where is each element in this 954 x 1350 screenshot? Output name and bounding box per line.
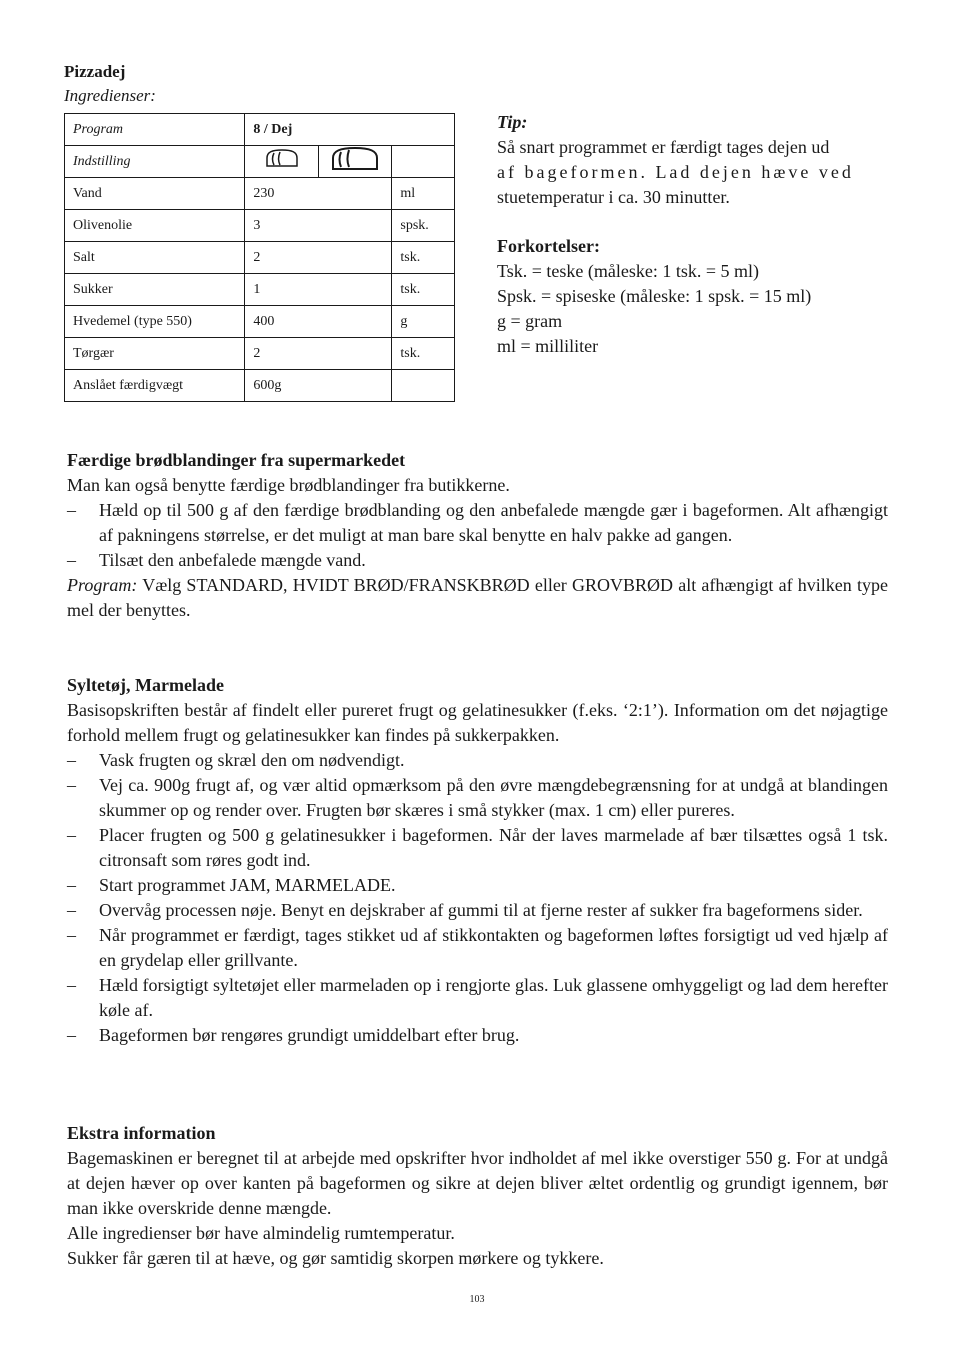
list-item: – Når programmet er færdigt, tages stikket ud af stikkontakten og bageformen løftes forsigtigt ud ved hjælp af en grydelap eller grillvante. xyxy=(67,923,888,973)
page-number: 103 xyxy=(469,1294,485,1305)
empty-cell xyxy=(392,146,455,178)
ingredient-amount: 600g xyxy=(245,370,392,402)
table-row xyxy=(65,338,455,370)
section-heading: Syltetøj, Marmelade xyxy=(67,675,224,695)
recipe-title: Pizzadej xyxy=(64,62,126,81)
bread-mix-section xyxy=(67,448,888,623)
large-loaf-icon xyxy=(329,147,381,171)
tip-heading: Tip: xyxy=(497,112,528,132)
ingredient-name: Anslået færdigvægt xyxy=(65,370,245,402)
ingredients-label: Ingredienser: xyxy=(64,86,156,105)
ingredient-amount: 3 xyxy=(245,210,392,242)
list-item: – Vej ca. 900g frugt af, og vær altid opmærksom på den øvre mængdebegrænsning for at undgå at blandingen skummer op og render over. Frugten bør skæres i små stykker (max. 1 cm) eller pureres. xyxy=(67,773,888,823)
tip-line: Så snart programmet er færdigt tages dejen ud xyxy=(497,137,830,157)
list-item: – Tilsæt den anbefalede mængde vand. xyxy=(67,548,888,573)
paragraph: Alle ingredienser bør have almindelig rumtemperatur. xyxy=(67,1223,455,1243)
list-item: – Overvåg processen nøje. Benyt en dejskraber af gummi til at fjerne rester af sukker fra bageformens sider. xyxy=(67,898,888,923)
ingredient-unit: g xyxy=(392,306,455,338)
ingredient-amount: 230 xyxy=(245,178,392,210)
program-paragraph xyxy=(67,573,888,623)
ingredient-name: Sukker xyxy=(65,274,245,306)
small-loaf-cell xyxy=(245,146,319,178)
ingredient-amount: 2 xyxy=(245,242,392,274)
section-intro: Basisopskriften består af findelt eller pureret frugt og gelatinesukker (f.eks. ‘2:1’). Information om det nøjagtige forhold mellem frugt og gelatinesukker kan findes på sukkerpakken. xyxy=(67,700,888,745)
section-heading: Ekstra information xyxy=(67,1123,216,1143)
setting-label: Indstilling xyxy=(65,146,245,178)
list-item: – Vask frugten og skræl den om nødvendigt. xyxy=(67,748,888,773)
list-item: – Placer frugten og 500 g gelatinesukker i bageformen. Når der laves marmelade af bær tilsættes også 1 tsk. citronsaft som røres godt ind. xyxy=(67,823,888,873)
ingredients-table xyxy=(64,113,455,402)
ingredient-name: Olivenolie xyxy=(65,210,245,242)
abbreviation-item: Spsk. = spiseske (måleske: 1 spsk. = 15 ml) xyxy=(497,286,812,306)
list-item: – Start programmet JAM, MARMELADE. xyxy=(67,873,888,898)
ingredient-unit: spsk. xyxy=(392,210,455,242)
small-loaf-icon xyxy=(262,149,302,169)
program-label: Program: xyxy=(67,575,138,595)
tip-line: af bageformen. Lad dejen hæve ved xyxy=(497,162,854,182)
ingredient-name: Hvedemel (type 550) xyxy=(65,306,245,338)
tip-box xyxy=(497,110,889,210)
table-row xyxy=(65,274,455,306)
table-row xyxy=(65,242,455,274)
jam-section xyxy=(67,673,888,1048)
ingredient-amount: 400 xyxy=(245,306,392,338)
program-value: 8 / Dej xyxy=(245,114,455,146)
abbreviations-heading: Forkortelser: xyxy=(497,236,600,256)
list-item: – Bageformen bør rengøres grundigt umiddelbart efter brug. xyxy=(67,1023,888,1048)
table-row xyxy=(65,306,455,338)
table-row-program xyxy=(65,114,455,146)
list-item: – Hæld forsigtigt syltetøjet eller marmeladen op i rengjorte glas. Luk glassene omhyggeligt og lad dem herefter køle af. xyxy=(67,973,888,1023)
abbreviation-item: ml = milliliter xyxy=(497,336,599,356)
ingredient-name: Salt xyxy=(65,242,245,274)
ingredient-unit: tsk. xyxy=(392,274,455,306)
program-text: Vælg STANDARD, HVIDT BRØD/FRANSKBRØD eller GROVBRØD alt afhængigt af hvilken type mel der benyttes. xyxy=(67,575,888,620)
program-label: Program xyxy=(65,114,245,146)
paragraph: Bagemaskinen er beregnet til at arbejde med opskrifter hvor indholdet af mel ikke overstiger 550 g. For at undgå at dejen hæver op over kanten på bageformen og sikre at dejen bliver æltet ordentlig og grundigt igennem, bør man ikke overskride denne mængde. xyxy=(67,1148,888,1218)
section-intro: Man kan også benytte færdige brødblandinger fra butikkerne. xyxy=(67,475,510,495)
ingredient-unit xyxy=(392,370,455,402)
table-row xyxy=(65,370,455,402)
ingredient-name: Tørgær xyxy=(65,338,245,370)
ingredient-unit: tsk. xyxy=(392,338,455,370)
ingredient-unit: tsk. xyxy=(392,242,455,274)
large-loaf-cell xyxy=(319,146,392,178)
abbreviation-item: g = gram xyxy=(497,311,563,331)
ingredient-name: Vand xyxy=(65,178,245,210)
bullet-list xyxy=(67,498,888,573)
ingredient-unit: ml xyxy=(392,178,455,210)
ingredient-amount: 1 xyxy=(245,274,392,306)
table-row-setting xyxy=(65,146,455,178)
extra-info-section xyxy=(67,1121,888,1271)
list-item: – Hæld op til 500 g af den færdige brødblanding og den anbefalede mængde gær i bageformen. Alt afhængigt af pakningens størrelse, er det muligt at man bare skal benytte en halv pakke ad gangen. xyxy=(67,498,888,548)
table-row xyxy=(65,210,455,242)
table-row xyxy=(65,178,455,210)
bullet-list xyxy=(67,748,888,1048)
paragraph: Sukker får gæren til at hæve, og gør samtidig skorpen mørkere og tykkere. xyxy=(67,1248,604,1268)
abbreviation-item: Tsk. = teske (måleske: 1 tsk. = 5 ml) xyxy=(497,261,760,281)
abbreviations xyxy=(497,234,897,359)
tip-line: stuetemperatur i ca. 30 minutter. xyxy=(497,187,730,207)
section-heading: Færdige brødblandinger fra supermarkedet xyxy=(67,450,406,470)
ingredient-amount: 2 xyxy=(245,338,392,370)
